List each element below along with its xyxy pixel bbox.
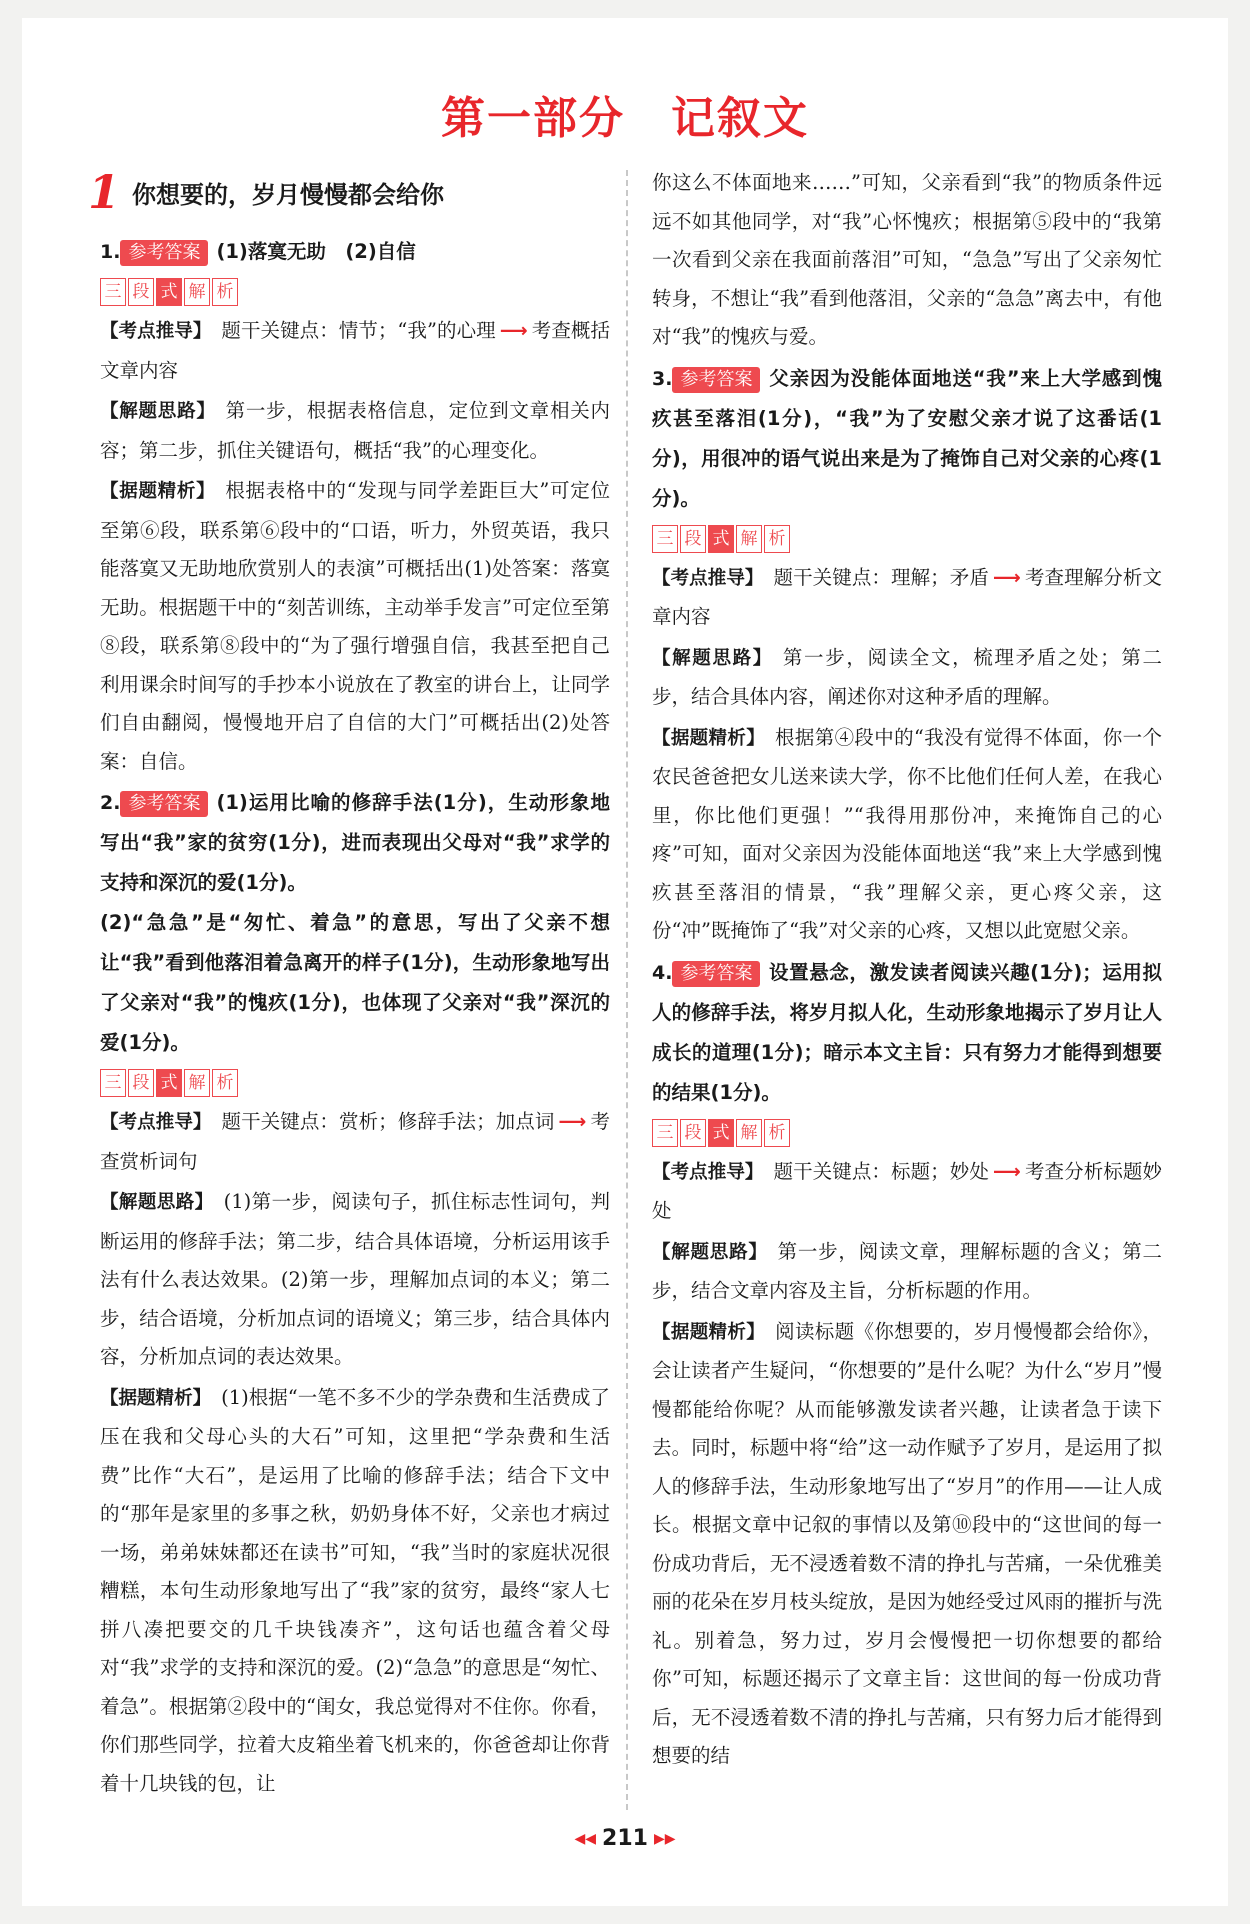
arrow-icon: ⟶ — [992, 1159, 1021, 1183]
q3-answer: 3. 参考答案 父亲因为没能体面地送“我”来上大学感到愧疚甚至落泪(1分)，“我”为了安慰父亲才说了这番话(1分)，用很冲的语气说出来是为了掩饰自己对父亲的心疼(1分)。 — [652, 366, 1162, 510]
arrow-icon: ⟶ — [499, 319, 528, 342]
q1-answer: 1. 参考答案 (1)落寞无助 (2)自信 — [100, 232, 610, 272]
arrow-icon: ⟶ — [992, 565, 1021, 589]
q1-kaodian: 【考点推导】 题干关键点：情节；“我”的心理 ⟶ 考查概括文章内容 — [100, 319, 610, 382]
q2-jingxi: 【据题精析】 (1)根据“一笔不多不少的学杂费和生活费成了压在我和父母心头的大石”可知，这里把“学杂费和生活费”比作“大石”，是运用了比喻的修辞手法；结合下文中的“那年是家里的多事之秋，奶奶身体不好，父亲也才病过一场，弟弟妹妹都还在读书”可知，“我”当时的家庭状况很糟糕，本句生动形象地写出了“我”家的贫穷，最终“家人七拼八凑把要交的几千块钱凑齐”，这句话也蕴含着父母对“我”求学的支持和深沉的爱。(2)“急急”的意思是“匆忙、着急”。根据第②段中的“闺女，我总觉得对不住你。你看，你们那些同学，拉着大皮箱坐着飞机来的，你爸爸却让你背着十几块钱的包，让 — [100, 1385, 610, 1795]
left-arrows-icon: ◀◀ — [574, 1831, 597, 1847]
column-divider — [626, 170, 628, 1810]
right-arrows-icon: ▶▶ — [653, 1831, 676, 1847]
q1-jingxi: 【据题精析】 根据表格中的“发现与同学差距巨大”可定位至第⑥段，联系第⑥段中的“口语，听力，外贸英语，我只能落寞又无助地欣赏别人的表演”可概括出(1)处答案：落寞无助。根据题干中的“刻苦训练，主动举手发言”可定位至第⑧段，联系第⑧段中的“为了强行增强自信，我甚至把自己利用课余时间写的手抄本小说放在了教室的讲台上，让同学们自由翻阅，慢慢地开启了自信的大门”可概括出(2)处答案：自信。 — [100, 479, 610, 773]
answer-badge: 参考答案 — [672, 367, 760, 393]
part-label: 第一部分 — [441, 93, 625, 144]
left-column — [88, 165, 610, 1805]
q2-answer-2: (2)“急急”是“匆忙、着急”的意思，写出了父亲不想让“我”看到他落泪着急离开的样子(1分)，生动形象地写出了父亲对“我”的愧疚(1分)，也体现了父亲对“我”深沉的爱(1分)。 — [100, 911, 610, 1054]
page-footer — [0, 1826, 1250, 1851]
q4-jingxi: 【据题精析】 阅读标题《你想要的，岁月慢慢都会给你》，会让读者产生疑问，“你想要的”是什么呢？为什么“岁月”慢慢都能给你呢？从而能够激发读者兴趣，让读者急于读下去。同时，标题中将“给”这一动作赋予了岁月，是运用了拟人的修辞手法，生动形象地写出了“岁月”的作用——让人成长。根据文章中记叙的事情以及第⑩段中的“这世间的每一份成功背后，无不浸透着数不清的挣扎与苦痛，一朵优雅美丽的花朵在岁月枝头绽放，是因为她经受过风雨的摧折与洗礼。别着急，努力过，岁月会慢慢把一切你想要的都给你”可知，标题还揭示了文章主旨：这世间的每一份成功背后，无不浸透着数不清的挣扎与苦痛，只有努力后才能得到想要的结 — [652, 1319, 1162, 1767]
answer-badge: 参考答案 — [672, 961, 760, 987]
q2-jieti: 【解题思路】 (1)第一步，阅读句子，抓住标志性词句，判断运用的修辞手法；第二步，结合具体语境，分析运用该手法有什么表达效果。(2)第一步，理解加点词的本义；第二步，结合语境，分析加点词的语境义；第三步，结合具体内容，分析加点词的表达效果。 — [100, 1190, 610, 1368]
q4-answer: 4. 参考答案 设置悬念，激发读者阅读兴趣(1分)；运用拟人的修辞手法，将岁月拟人化，生动形象地揭示了岁月让人成长的道理(1分)；暗示本文主旨：只有努力才能得到想要的结果(1分)。 — [652, 960, 1162, 1104]
q1-jieti: 【解题思路】 第一步，根据表格信息，定位到文章相关内容；第二步，抓住关键语句，概括“我”的心理变化。 — [100, 399, 610, 462]
q3-jieti: 【解题思路】 第一步，阅读全文，梳理矛盾之处；第二步，结合具体内容，阐述你对这种矛盾的理解。 — [652, 645, 1162, 708]
analysis-badge: 三 段 式 解 析 — [100, 1069, 610, 1097]
answer-badge: 参考答案 — [120, 791, 208, 817]
q2-answer-1: 2. 参考答案 (1)运用比喻的修辞手法(1分)，生动形象地写出“我”家的贫穷(1分)，进而表现出父母对“我”求学的支持和深沉的爱(1分)。 — [100, 791, 610, 894]
analysis-badge: 三 段 式 解 析 — [652, 525, 1162, 553]
chapter-heading — [88, 165, 610, 219]
right-column — [652, 164, 1162, 1778]
q3-jingxi: 【据题精析】 根据第④段中的“我没有觉得不体面，你一个农民爸爸把女儿送来读大学，你不比他们任何人差，在我心里，你比他们更强！”“我得用那份冲，来掩饰自己的心疼”可知，面对父亲因为没能体面地送“我”来上大学感到愧疚甚至落泪的情景，“我”理解父亲，更心疼父亲，这份“冲”既掩饰了“我”对父亲的心疼，又想以此宽慰父亲。 — [652, 725, 1162, 942]
page-number: 211 — [602, 1826, 648, 1851]
analysis-badge: 三 段 式 解 析 — [652, 1119, 1162, 1147]
q2-kaodian: 【考点推导】 题干关键点：赏析；修辞手法；加点词 ⟶ 考查赏析词句 — [100, 1110, 610, 1173]
arrow-icon: ⟶ — [558, 1110, 587, 1133]
q4-kaodian: 【考点推导】 题干关键点：标题；妙处 ⟶ 考查分析标题妙处 — [652, 1159, 1162, 1222]
chapter-title: 你想要的，岁月慢慢都会给你 — [132, 180, 444, 209]
answer-badge: 参考答案 — [120, 240, 208, 266]
chapter-number: 1 — [88, 165, 121, 219]
page-title — [0, 82, 1250, 146]
q3-kaodian: 【考点推导】 题干关键点：理解；矛盾 ⟶ 考查理解分析文章内容 — [652, 565, 1162, 628]
q2-jingxi-continued: 你这么不体面地来……”可知，父亲看到“我”的物质条件远远不如其他同学，对“我”心怀愧疚；根据第⑤段中的“我第一次看到父亲在我面前落泪”可知，“急急”写出了父亲匆忙转身，不想让“我”看到他落泪，父亲的“急急”离去中，有他对“我”的愧疚与爱。 — [652, 171, 1162, 348]
analysis-badge: 三 段 式 解 析 — [100, 278, 610, 306]
genre-label: 记叙文 — [671, 93, 809, 144]
q4-jieti: 【解题思路】 第一步，阅读文章，理解标题的含义；第二步，结合文章内容及主旨，分析标题的作用。 — [652, 1239, 1162, 1302]
